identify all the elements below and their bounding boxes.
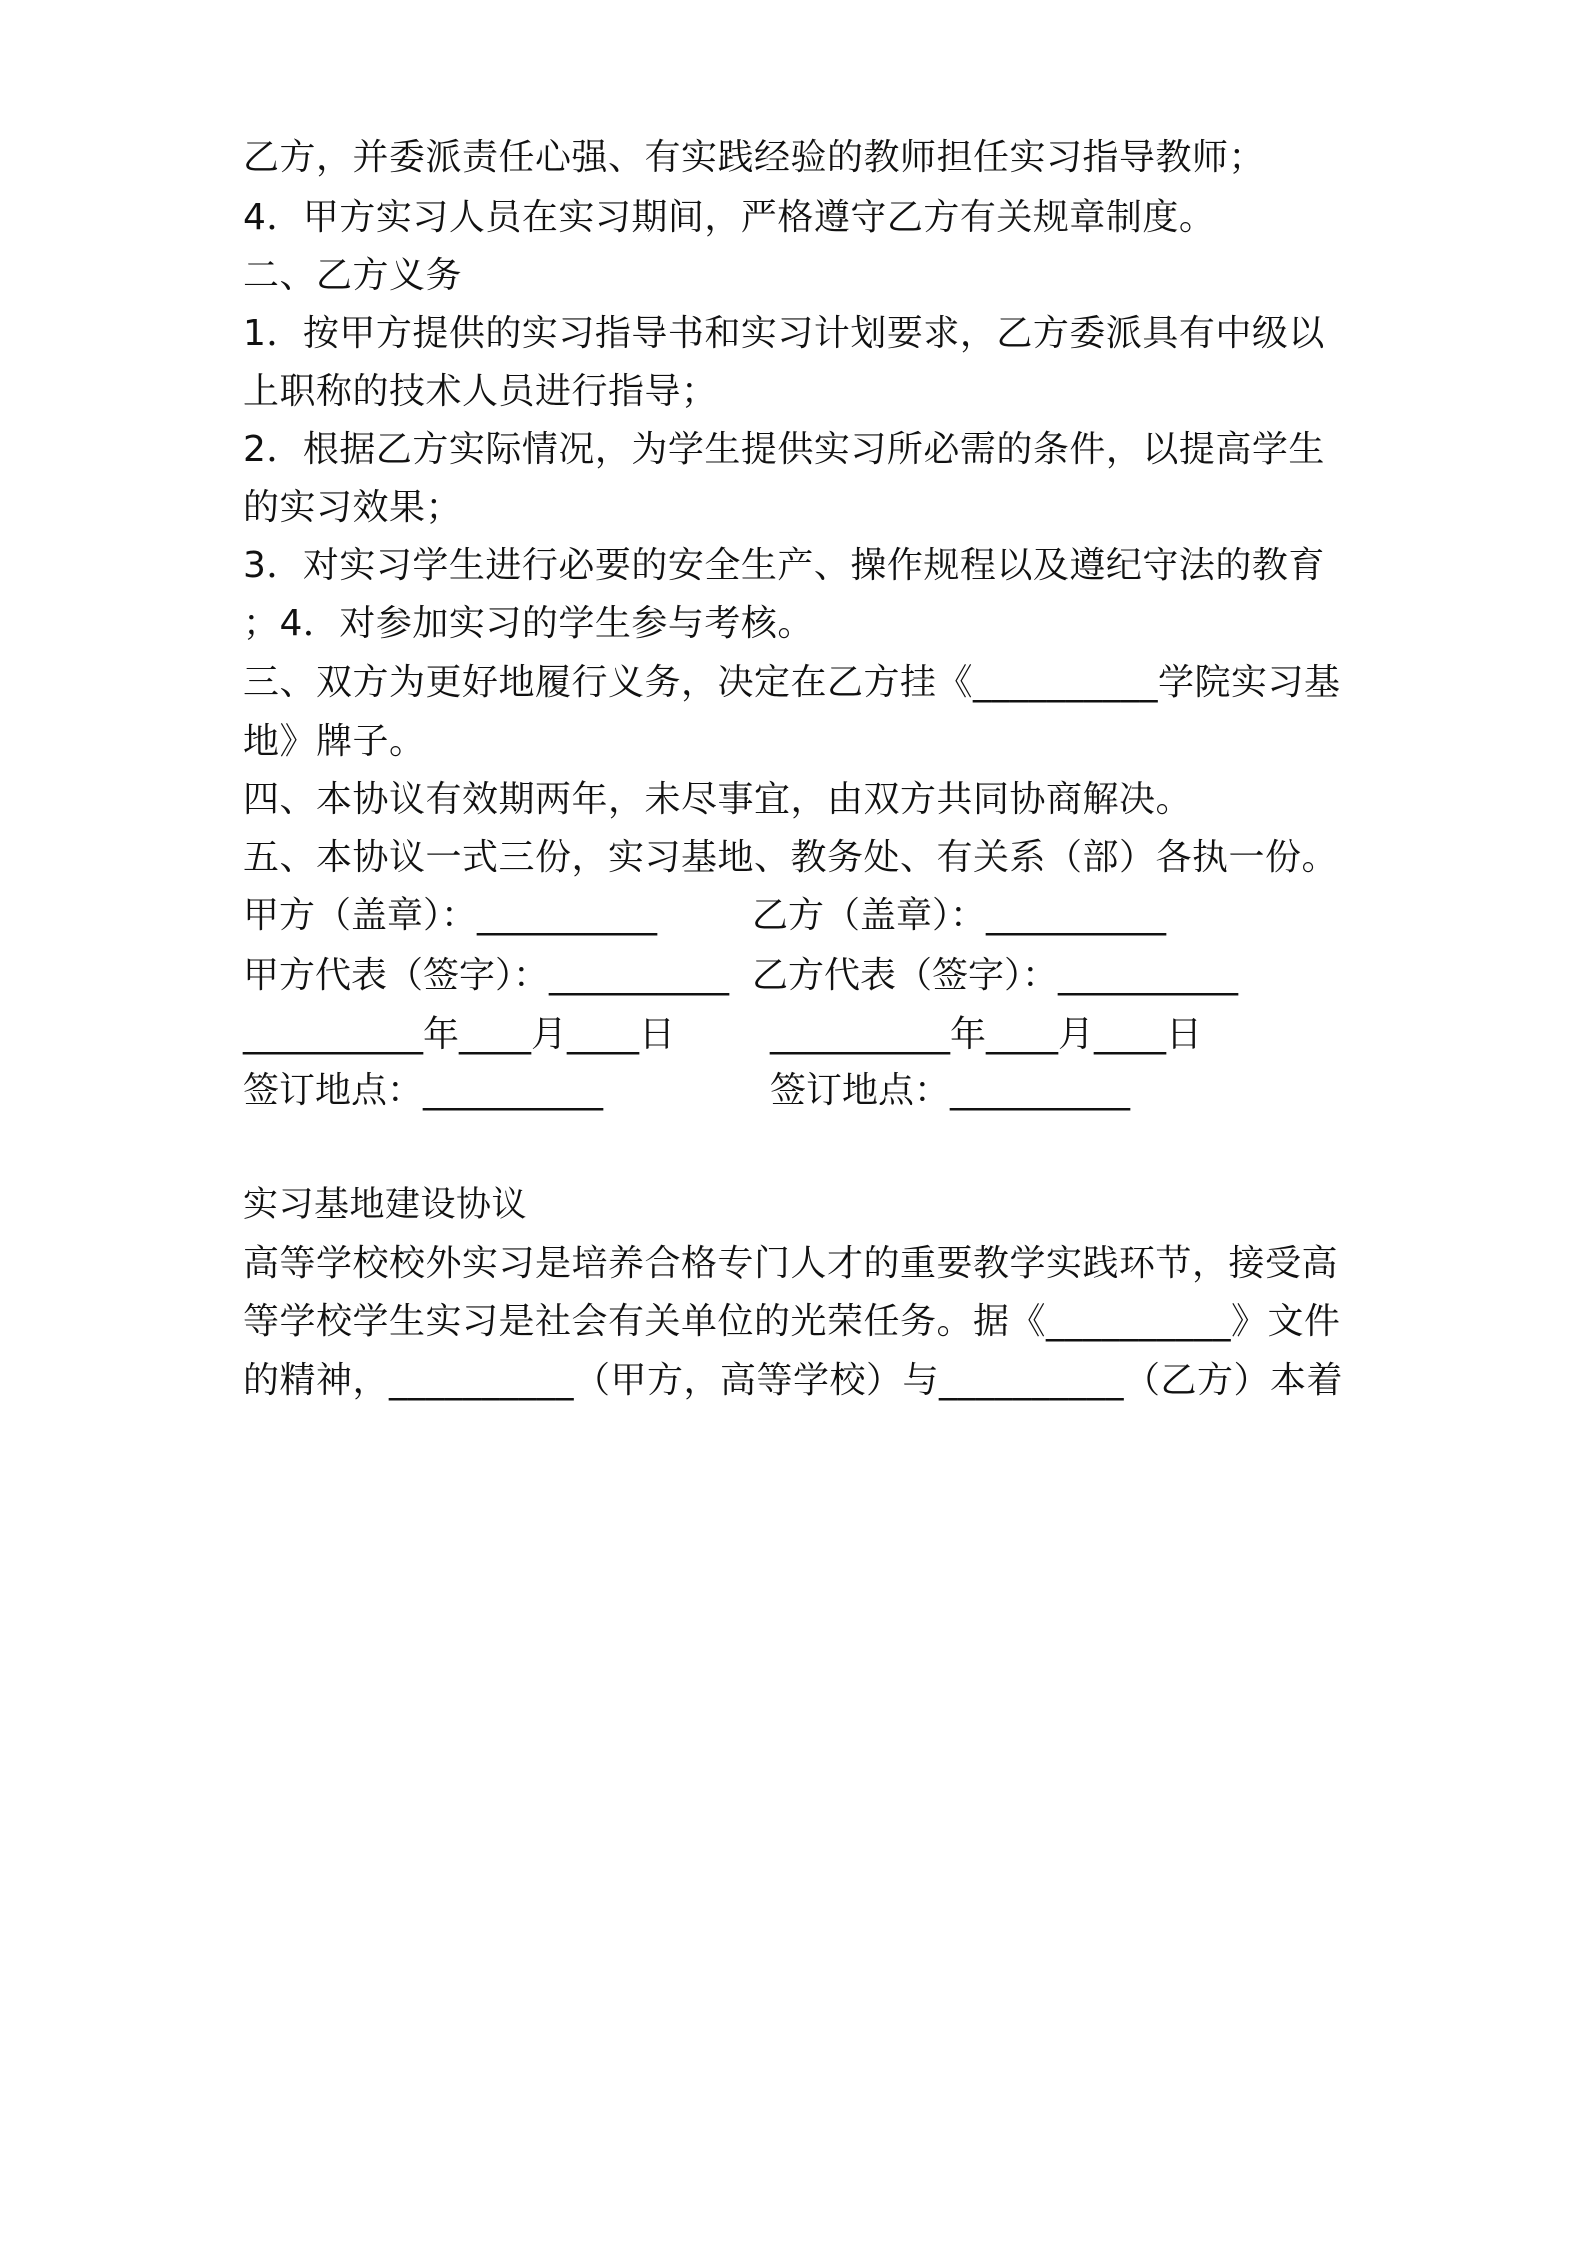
text-line: 3．对实习学生进行必要的安全生产、操作规程以及遵纪守法的教育 — [243, 545, 1325, 586]
text-line: ；4．对参加实习的学生参与考核。 — [243, 603, 814, 644]
text-line: 上职称的技术人员进行指导； — [243, 371, 718, 412]
text-line: 四、本协议有效期两年，未尽事宜，由双方共同协商解决。 — [243, 779, 1193, 820]
party-b-seal-field: 乙方（盖章）：__________ — [752, 895, 1167, 936]
text-line: 高等学校校外实习是培养合格专门人才的重要教学实践环节，接受高 — [243, 1243, 1339, 1284]
text-line: 的精神，__________（甲方，高等学校）与__________（乙方）本着 — [243, 1360, 1344, 1401]
text-line: 等学校学生实习是社会有关单位的光荣任务。据《__________》文件 — [243, 1301, 1341, 1342]
date-a-field: __________年____月____日 — [243, 1014, 675, 1055]
text-line: 4．甲方实习人员在实习期间，严格遵守乙方有关规章制度。 — [243, 197, 1216, 238]
section-heading: 二、乙方义务 — [243, 255, 463, 296]
document-title: 实习基地建设协议 — [243, 1185, 528, 1225]
place-a-field: 签订地点：__________ — [243, 1070, 604, 1111]
date-b-field: __________年____月____日 — [770, 1014, 1202, 1055]
text-line: 乙方，并委派责任心强、有实践经验的教师担任实习指导教师； — [243, 137, 1266, 178]
text-line: 1．按甲方提供的实习指导书和实习计划要求，乙方委派具有中级以 — [243, 313, 1325, 354]
text-line: 三、双方为更好地履行义务，决定在乙方挂《__________学院实习基 — [243, 662, 1341, 703]
party-b-rep-field: 乙方代表（签字）：__________ — [752, 955, 1239, 996]
text-line: 2．根据乙方实际情况，为学生提供实习所必需的条件，以提高学生 — [243, 429, 1325, 470]
text-line: 的实习效果； — [243, 487, 463, 528]
text-line: 五、本协议一式三份，实习基地、教务处、有关系（部）各执一份。 — [243, 837, 1339, 878]
place-b-field: 签订地点：__________ — [770, 1070, 1131, 1111]
party-a-seal-field: 甲方（盖章）：__________ — [243, 895, 658, 936]
text-line: 地》牌子。 — [243, 721, 426, 762]
party-a-rep-field: 甲方代表（签字）：__________ — [243, 955, 730, 996]
